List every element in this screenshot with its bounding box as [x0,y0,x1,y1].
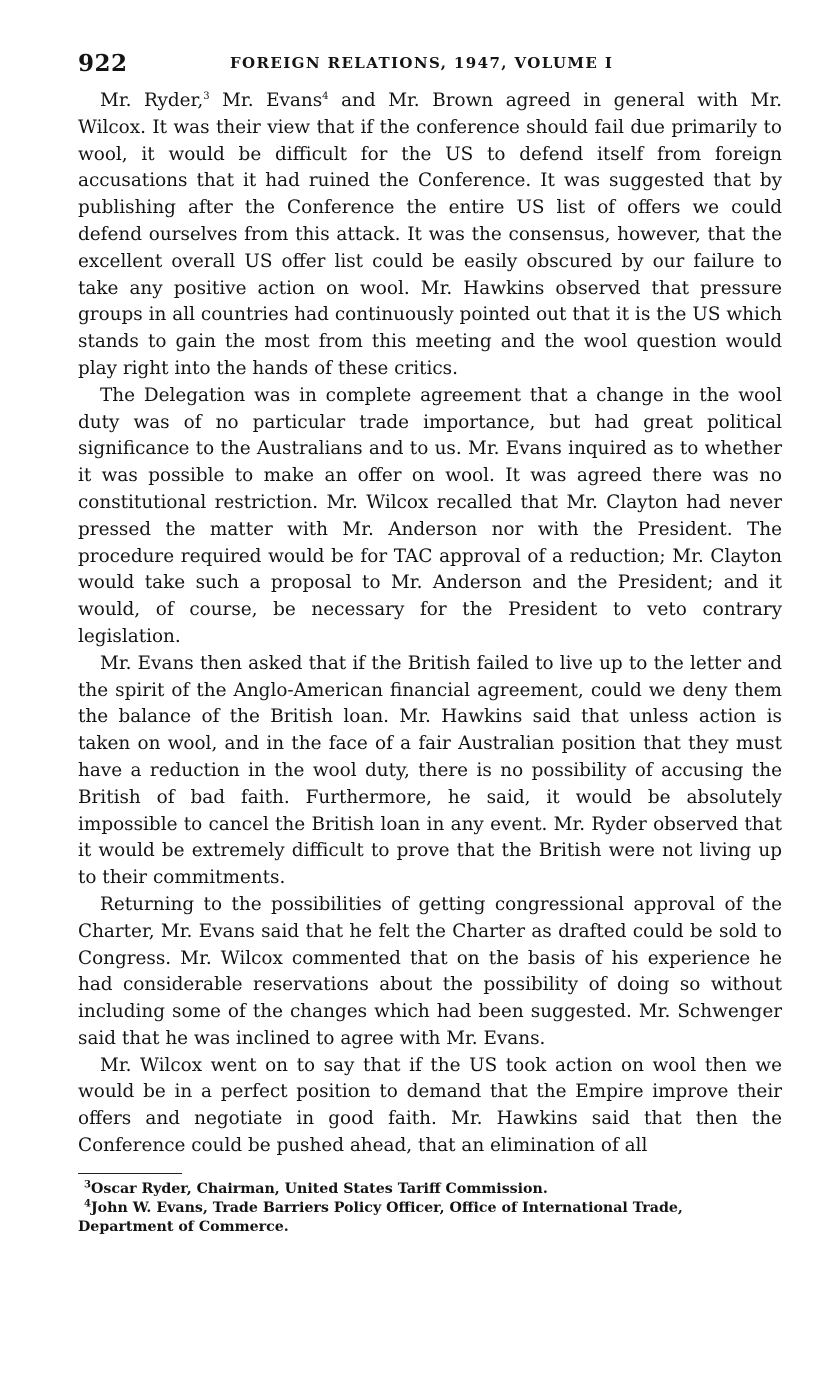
page-header [78,48,782,88]
paragraph-5: Mr. Wilcox went on to say that if the US took action on wool then we would be in a perfect position to demand that the Empire improve their offers and negotiate in good faith. Mr. Hawkins said that then the Conference could be pushed ahead, that an elimination of all [78,1054,782,1157]
footnote-3 [78,1180,782,1199]
paragraph-4: Returning to the possibilities of getting congressional approval of the Charter, Mr. Evans said that he felt the Charter as drafted could be sold to Congress. Mr. Wilcox commented that on the basis of his experience he had considerable reservations about the possibility of doing so without including some of the changes which had been suggested. Mr. Schwenger said that he was inclined to agree with Mr. Evans. [78,893,782,1049]
footnote-text: John W. Evans, Trade Barriers Policy Officer, Office of International Trade, Department of Commerce. [78,1199,683,1235]
footnote-ref-3: 3 [203,90,210,102]
footnotes [78,1180,782,1237]
paragraph-1-part-a: Mr. Ryder, [100,90,204,111]
footnote-mark: 3 [84,1179,91,1191]
paragraph-1-part-b: Mr. Evans [209,90,323,111]
footnote-ref-4: 4 [322,90,329,102]
footnote-text: Oscar Ryder, Chairman, United States Tariff Commission. [90,1180,548,1197]
paragraph-3: Mr. Evans then asked that if the British failed to live up to the letter and the spirit of the Anglo-American financial agreement, could we deny them the balance of the British loan. Mr. Hawkins said that unless action is taken on wool, and in the face of a fair Australian position that they must have a reduction in the wool duty, there is no possibility of accusing the British of bad faith. Furthermore, he said, it would be absolutely impossible to cancel the British loan in any event. Mr. Ryder observed that it would be extremely difficult to prove that the British were not living up to their commitments. [78,652,782,889]
footnote-divider [78,1173,182,1174]
paragraph-1-part-c: and Mr. Brown agreed in general with Mr. Wilcox. It was their view that if the conference should fail due primarily to wool, it would be difficult for the US to defend itself from foreign accusations that it had ruined the Conference. It was suggested that by publishing after the Conference the entire US list of offers we could defend ourselves from this attack. It was the consensus, however, that the excellent overall US offer list could be easily obscured by our failure to take any positive action on wool. Mr. Hawkins observed that pressure groups in all countries had continuously pointed out that it is the US which stands to gain the most from this meeting and the wool question would play right into the hands of these critics. [78,90,782,379]
running-head: FOREIGN RELATIONS, 1947, VOLUME I [230,54,614,72]
body-text [78,88,782,1160]
document-page [78,48,782,1237]
footnote-4 [78,1199,782,1237]
paragraph-2: The Delegation was in complete agreement that a change in the wool duty was of no particular trade importance, but had great political significance to the Australians and to us. Mr. Evans inquired as to whether it was possible to make an offer on wool. It was agreed there was no constitutional restriction. Mr. Wilcox recalled that Mr. Clayton had never pressed the matter with Mr. Anderson nor with the President. The procedure required would be for TAC approval of a reduction; Mr. Clayton would take such a proposal to Mr. Anderson and the President; and it would, of course, be necessary for the President to veto contrary legislation. [78,384,782,647]
footnote-mark: 4 [84,1198,91,1210]
paragraph-1 [78,88,782,383]
page-number: 922 [78,50,128,77]
